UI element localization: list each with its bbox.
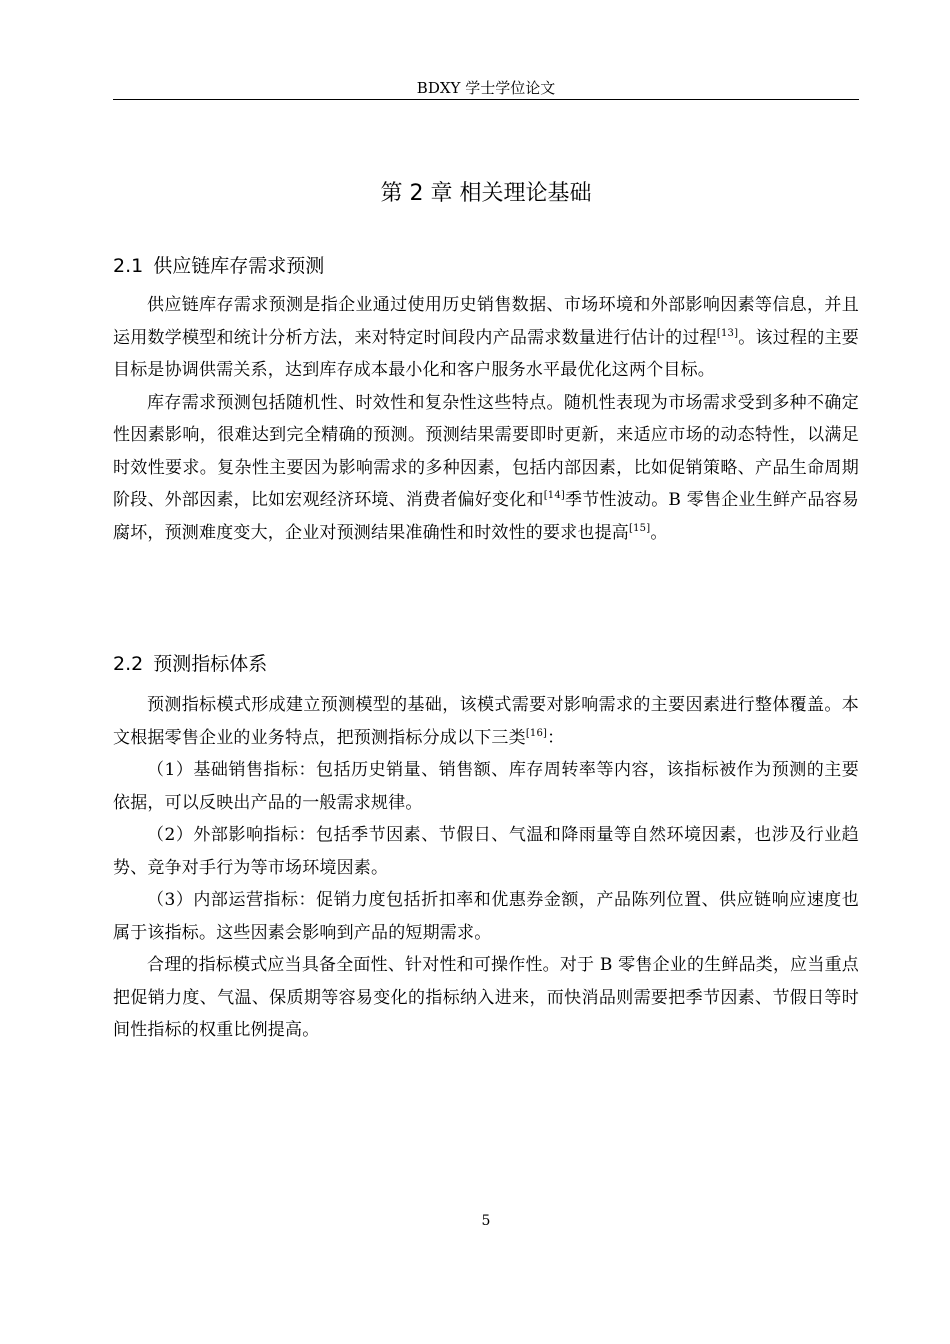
list-item: （1）基础销售指标：包括历史销量、销售额、库存周转率等内容，该指标被作为预测的主要依据，可以反映出产品的一般需求规律。 — [113, 760, 859, 813]
section-heading-2-1 — [113, 252, 859, 280]
paragraph: 预测指标模式形成建立预测模型的基础，该模式需要对影响需求的主要因素进行整体覆盖。本文根据零售企业的业务特点，把预测指标分成以下三类[16]： — [113, 695, 859, 748]
citation: [14] — [543, 490, 566, 501]
citation: [13] — [716, 327, 739, 339]
list-item: （2）外部影响指标：包括季节因素、节假日、气温和降雨量等自然环境因素，也涉及行业趋势、竞争对手行为等市场环境因素。 — [113, 825, 859, 878]
section-body-2-2 — [113, 689, 859, 1047]
section-heading-2-2 — [113, 650, 859, 678]
paragraph: 供应链库存需求预测是指企业通过使用历史销售数据、市场环境和外部影响因素等信息，并且运用数学模型和统计分析方法，来对特定时间段内产品需求数量进行估计的过程[13]。该过程的主要目标是协调供需关系，达到库存成本最小化和客户服务水平最优化这两个目标。 — [113, 295, 859, 380]
paragraph: 库存需求预测包括随机性、时效性和复杂性这些特点。随机性表现为市场需求受到多种不确定性因素影响，很难达到完全精确的预测。预测结果需要即时更新，来适应市场的动态特性，以满足时效性要求。复杂性主要因为影响需求的多种因素，包括内部因素，比如促销策略、产品生命周期阶段、外部因素，比如宏观经济环境、消费者偏好变化和[14]季节性波动。B 零售企业生鲜产品容易腐坏，预测难度变大，企业对预测结果准确性和时效性的要求也提高[15]。 — [113, 392, 860, 543]
section-title: 供应链库存需求预测 — [153, 255, 325, 277]
page-number: 5 — [481, 1213, 491, 1229]
section-body-2-1 — [113, 289, 859, 549]
citation: [16] — [525, 727, 548, 739]
running-header: BDXY 学士学位论文 — [416, 79, 556, 97]
list-item: （3）内部运营指标：促销力度包括折扣率和优惠券金额，产品陈列位置、供应链响应速度也属于该指标。这些因素会影响到产品的短期需求。 — [113, 890, 859, 943]
section-number: 2.2 — [113, 653, 144, 675]
paragraph: 合理的指标模式应当具备全面性、针对性和可操作性。对于 B 零售企业的生鲜品类，应当重点把促销力度、气温、保质期等容易变化的指标纳入进来，而快消品则需要把季节因素、节假日等时间性指标的权重比例提高。 — [113, 955, 859, 1040]
section-number: 2.1 — [113, 255, 144, 277]
chapter-title: 第 2 章 相关理论基础 — [380, 181, 592, 206]
citation: [15] — [629, 522, 651, 534]
section-title: 预测指标体系 — [153, 653, 268, 675]
header-divider — [113, 99, 859, 100]
